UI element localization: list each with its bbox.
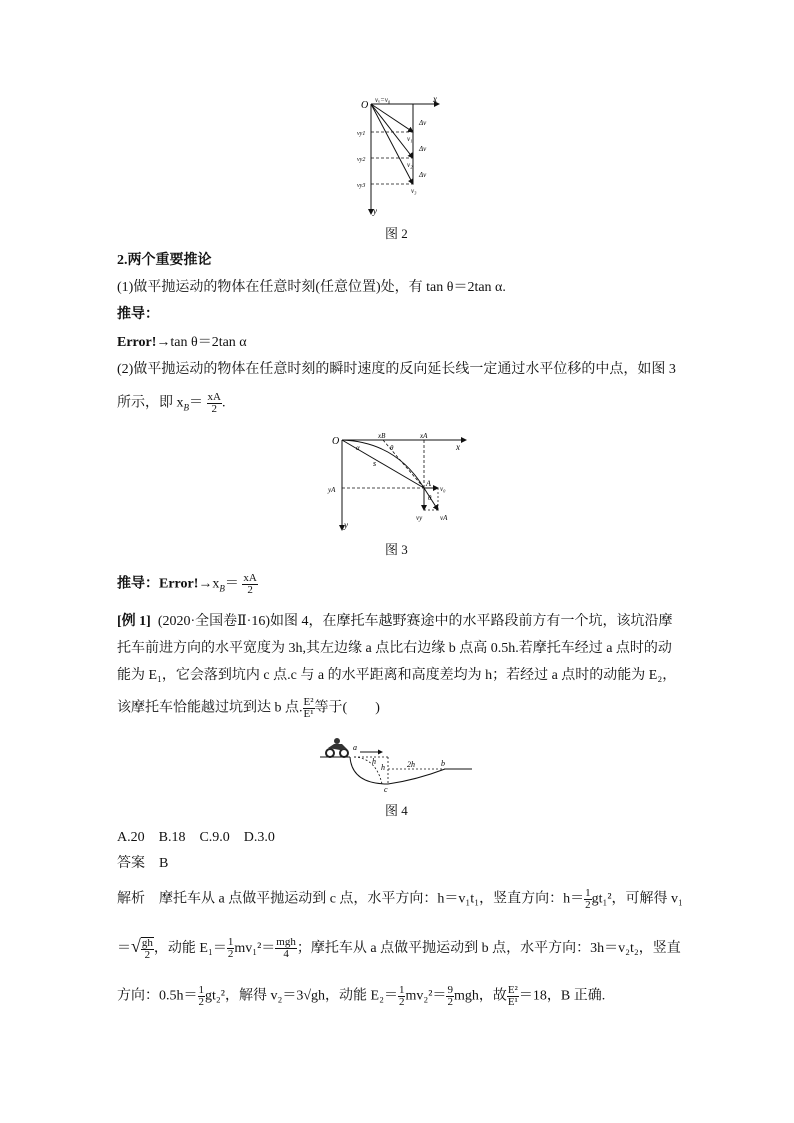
frac-den: 2	[398, 996, 405, 1008]
analysis-text-3b: gt₂²，解得 v₂＝3√gh，动能 E₂＝	[205, 988, 398, 1004]
motorcycle-icon	[326, 738, 348, 757]
example-tag: [例 1]	[117, 614, 151, 629]
example-text-4: 该摩托车恰能越过坑到达 b 点.	[117, 700, 303, 716]
frac-num: gh	[141, 936, 153, 949]
derive-label-1: 推导：	[117, 307, 159, 322]
analysis-text-1b: gt₁²，可解得 v₁	[591, 891, 683, 907]
fig3-vy: vy	[416, 514, 423, 522]
analysis-text-3e: ＝18，B 正确.	[518, 988, 606, 1004]
example-line2: 托车前进方向的水平宽度为 3h,其左边缘 a 点比右边缘 b 点高 0.5h.若摩托车经过 a 点时的动	[117, 641, 672, 656]
error-text-1: Error!	[117, 335, 157, 350]
eq-sign-2: ＝	[224, 576, 239, 592]
fraction-sqrt-gh-2	[141, 937, 154, 961]
derive-result-1: →tan θ＝2tan α	[156, 335, 247, 350]
fig3-theta-top: θ	[390, 444, 394, 452]
fig3-y: y	[344, 520, 348, 530]
fig4-2h: 2h	[407, 760, 415, 769]
answer: 答案 B	[117, 856, 169, 871]
frac-den: 2	[227, 948, 234, 961]
example-line3: 能为 E₁，它会落到坑内 c 点.c 与 a 的水平距离和高度差均为 h；若经过 a 点时的动能为 E₂，	[117, 668, 677, 683]
fraction-mgh-4	[275, 937, 297, 960]
frac-den: 4	[283, 948, 289, 961]
analysis-line1	[117, 888, 683, 911]
fig3-va: vA	[440, 514, 448, 522]
sub-b: B	[183, 402, 189, 413]
options: A.20 B.18 C.9.0 D.3.0	[117, 830, 275, 845]
derive-line-1	[117, 333, 247, 353]
eq-sign: ＝	[189, 395, 203, 411]
fraction-e2-e1	[303, 697, 315, 720]
fig3-a: A	[426, 479, 431, 488]
derive-arrow: →x	[198, 576, 220, 592]
inference-1: (1)做平抛运动的物体在任意时刻(任意位置)处，有 tan θ＝2tan α.	[117, 280, 506, 295]
analysis-text-2d: ；摩托车从 a 点做平抛运动到 b 点，水平方向：3h＝v₂t₂，竖直	[296, 941, 681, 956]
frac-num: 1	[227, 936, 234, 949]
fig2-y-label: y	[373, 206, 377, 216]
fraction-nine-half	[446, 985, 454, 1008]
figure-3	[326, 430, 476, 534]
fig3-origin: O	[332, 436, 340, 447]
fig3-s: s	[373, 459, 377, 468]
fraction-half-1	[584, 888, 592, 911]
figure-2	[355, 92, 445, 218]
frac-num: 1	[585, 887, 591, 899]
frac-den: 2	[144, 948, 151, 961]
figure-4	[320, 736, 475, 796]
analysis-text-3c: mv₂²＝	[405, 988, 447, 1004]
fig4-b: b	[441, 759, 445, 768]
fraction-e2-e1-result	[507, 985, 519, 1008]
frac-den: E¹	[507, 996, 518, 1008]
fig2-dv2: Δv	[419, 145, 427, 153]
fig3-theta-a: θ	[428, 494, 432, 502]
sub-b-2: B	[219, 583, 225, 594]
fig2-origin: O	[361, 100, 369, 111]
frac-num: xA	[207, 391, 221, 403]
fig2-dv1: Δv	[419, 119, 427, 127]
fig2-vy1: vy1	[357, 131, 366, 137]
fig4-c: c	[384, 785, 388, 794]
fig2-v1: v₁	[407, 135, 413, 143]
inference-2-text: 所示，即 x	[117, 395, 184, 411]
inference-2-line2	[117, 392, 225, 418]
fraction-half-3	[198, 985, 206, 1008]
fig3-ya: yA	[328, 486, 336, 494]
frac-num: 9	[447, 984, 453, 996]
fig3-x: x	[456, 442, 460, 452]
fig4-a: a	[353, 743, 357, 752]
fig3-v0: v₀	[440, 485, 446, 493]
analysis-text-3d: mgh，故	[453, 988, 507, 1004]
section-title: 2.两个重要推论	[117, 253, 212, 268]
derive-line-2	[117, 573, 258, 599]
frac-den: 2	[585, 899, 591, 911]
example-question: 等于( )	[314, 700, 380, 716]
derive-label-2: 推导：	[117, 576, 159, 592]
analysis-text-3a: 方向：0.5h＝	[117, 988, 198, 1004]
fig2-dv3: Δv	[419, 171, 427, 179]
fraction-xa-derive	[242, 573, 257, 596]
fig2-vy3: vy3	[357, 183, 366, 189]
inference-2-line1: (2)做平抛运动的物体在任意时刻的瞬时速度的反向延长线一定通过水平位移的中点，如图 3	[117, 362, 676, 377]
fig2-x-label: x	[433, 94, 437, 104]
example-line1	[117, 612, 673, 632]
frac-num: xA	[243, 572, 257, 584]
analysis-text-2b: ，动能 E₁＝	[153, 941, 227, 956]
frac-den: 2	[211, 403, 217, 415]
frac-num: E²	[303, 696, 314, 708]
period: .	[221, 395, 226, 411]
example-text-1: (2020·全国卷Ⅱ·16)如图 4，在摩托车越野赛途中的水平路段前方有一个坑，该坑沿摩	[157, 614, 673, 629]
fig4-h1: h	[372, 757, 376, 766]
fig4-caption: 图 4	[385, 803, 408, 818]
frac-num: mgh	[276, 936, 296, 949]
frac-num: 1	[398, 984, 405, 996]
analysis-text-2c: mv₁²＝	[234, 941, 276, 956]
frac-num: E²	[507, 984, 518, 996]
fig2-v2: v₂	[407, 161, 413, 169]
fraction-xa-2	[207, 392, 222, 415]
example-line4	[117, 697, 380, 720]
fig3-alpha: α	[356, 444, 360, 452]
analysis-line3	[117, 985, 605, 1008]
frac-den: 2	[198, 996, 204, 1008]
fig4-h2: h	[381, 763, 385, 772]
frac-den: 2	[447, 996, 453, 1008]
frac-den: 2	[247, 584, 253, 596]
sqrt-symbol: √	[131, 936, 141, 956]
fig3-xb: xB	[378, 432, 386, 440]
fig3-caption: 图 3	[385, 542, 408, 557]
fig2-vy2: vy2	[357, 157, 366, 163]
analysis-text-2a: ＝	[117, 941, 131, 956]
error-text-2: Error!	[159, 576, 199, 592]
frac-num: 1	[198, 984, 204, 996]
analysis-text-1a: 解析 摩托车从 a 点做平抛运动到 c 点，水平方向：h＝v₁t₁，竖直方向：h＝	[117, 891, 585, 907]
analysis-line2	[117, 936, 681, 961]
fig2-top-label: vₓ=v₀	[375, 96, 391, 104]
fig3-xa: xA	[420, 432, 428, 440]
fig2-caption: 图 2	[385, 226, 408, 241]
frac-den: E¹	[303, 708, 314, 720]
fig2-v3: v₃	[411, 187, 417, 195]
